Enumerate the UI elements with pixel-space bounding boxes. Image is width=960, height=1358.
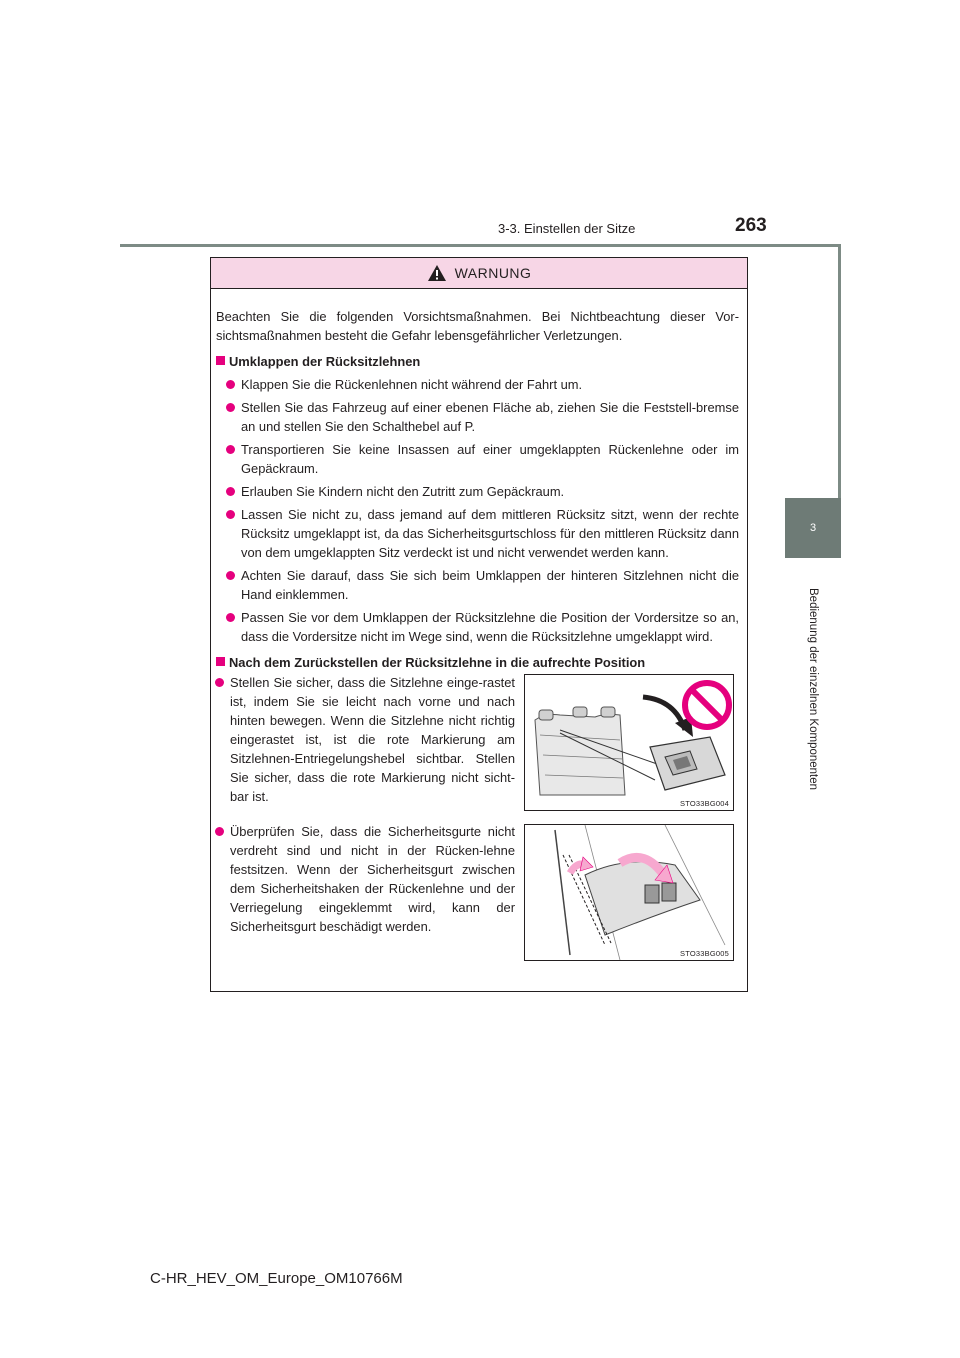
list-item: Stellen Sie sicher, dass die Sitzlehne einge-rastet ist, indem Sie sie leicht nach vorne und nach hinten bewegen. Wenn die Sitzlehne nicht richtig eingerastet ist, ist die rote Markierung am Sitzlehnen-Entriegelungshebel sichtbar. Stellen Sie sicher, dass die rote Markierung nicht sicht-bar ist. — [215, 673, 515, 806]
square-bullet-icon — [216, 657, 225, 666]
list-item: Lassen Sie nicht zu, dass jemand auf dem mittleren Rücksitz sitzt, wenn der rechte Rücksitz umgeklappt ist, da das Sicherheitsgurtschloss für den mittleren Rücksitz dann von dem umgeklappten Sitz verdeckt ist und nicht verwendet werden kann. — [226, 505, 739, 562]
chapter-title: Bedienung der einzelnen Komponenten — [807, 588, 819, 791]
section-title: 3-3. Einstellen der Sitze — [498, 221, 636, 236]
seatbelt-illustration — [524, 824, 734, 961]
section-heading-upright — [216, 653, 739, 672]
chapter-tab — [785, 498, 841, 558]
list-item: Transportieren Sie keine Insassen auf einer umgeklappten Rückenlehne oder im Gepäckraum. — [226, 440, 739, 478]
seatbelt-image — [525, 825, 733, 960]
bullet-dot-icon — [226, 571, 235, 580]
figure-code: STO33BG004 — [680, 799, 729, 808]
seat-lock-illustration — [524, 674, 734, 811]
bullet-dot-icon — [226, 487, 235, 496]
bullet-dot-icon — [215, 678, 224, 687]
list-item: Klappen Sie die Rückenlehnen nicht während der Fahrt um. — [226, 375, 739, 394]
figure-code: STO33BG005 — [680, 949, 729, 958]
chapter-number: 3 — [809, 522, 817, 534]
list-item: Passen Sie vor dem Umklappen der Rücksitzlehne die Position der Vordersitze so an, dass die Vordersitze nicht im Wege sind, wenn die Rücksitzlehne umgeklappt wird. — [226, 608, 739, 646]
bullet-dot-icon — [226, 445, 235, 454]
bullet-dot-icon — [215, 827, 224, 836]
warning-triangle-icon — [427, 264, 447, 282]
document-id: C-HR_HEV_OM_Europe_OM10766M — [150, 1270, 403, 1287]
warning-title: WARNUNG — [454, 265, 532, 281]
warning-header — [211, 258, 747, 289]
bullet-dot-icon — [226, 403, 235, 412]
list-item: Überprüfen Sie, dass die Sicherheitsgurte nicht verdreht sind und nicht in der Rücken-lehne festsitzen. Wenn der Sicherheitsgurt zwischen dem Sicherheitshaken der Rückenlehne und der Verriegelung eingeklemmt wird, kann der Sicherheitsgurt beschädigt werden. — [215, 822, 515, 936]
list-item: Erlauben Sie Kindern nicht den Zutritt zum Gepäckraum. — [226, 482, 739, 501]
list-item: Achten Sie darauf, dass Sie sich beim Umklappen der hinteren Sitzlehnen nicht die Hand einklemmen. — [226, 566, 739, 604]
bullet-dot-icon — [226, 510, 235, 519]
section-heading-fold — [216, 352, 739, 371]
square-bullet-icon — [216, 356, 225, 365]
bullet-dot-icon — [226, 613, 235, 622]
warning-intro: Beachten Sie die folgenden Vorsichtsmaßnahmen. Bei Nichtbeachtung dieser Vor-sichtsmaßnahmen besteht die Gefahr lebensgefährlicher Verletzungen. — [216, 309, 739, 343]
side-divider — [838, 244, 841, 498]
warning-content — [211, 289, 747, 672]
header-divider — [120, 244, 841, 247]
section-heading-text: Nach dem Zurückstellen der Rücksitzlehne in die aufrechte Position — [229, 655, 646, 670]
seat-latch-image — [525, 675, 733, 810]
page-number: 263 — [735, 215, 767, 236]
section-heading-text: Umklappen der Rücksitzlehnen — [229, 354, 421, 369]
list-item: Stellen Sie das Fahrzeug auf einer ebenen Fläche ab, ziehen Sie die Feststell-bremse an und stellen Sie den Schalthebel auf P. — [226, 398, 739, 436]
bullet-dot-icon — [226, 380, 235, 389]
